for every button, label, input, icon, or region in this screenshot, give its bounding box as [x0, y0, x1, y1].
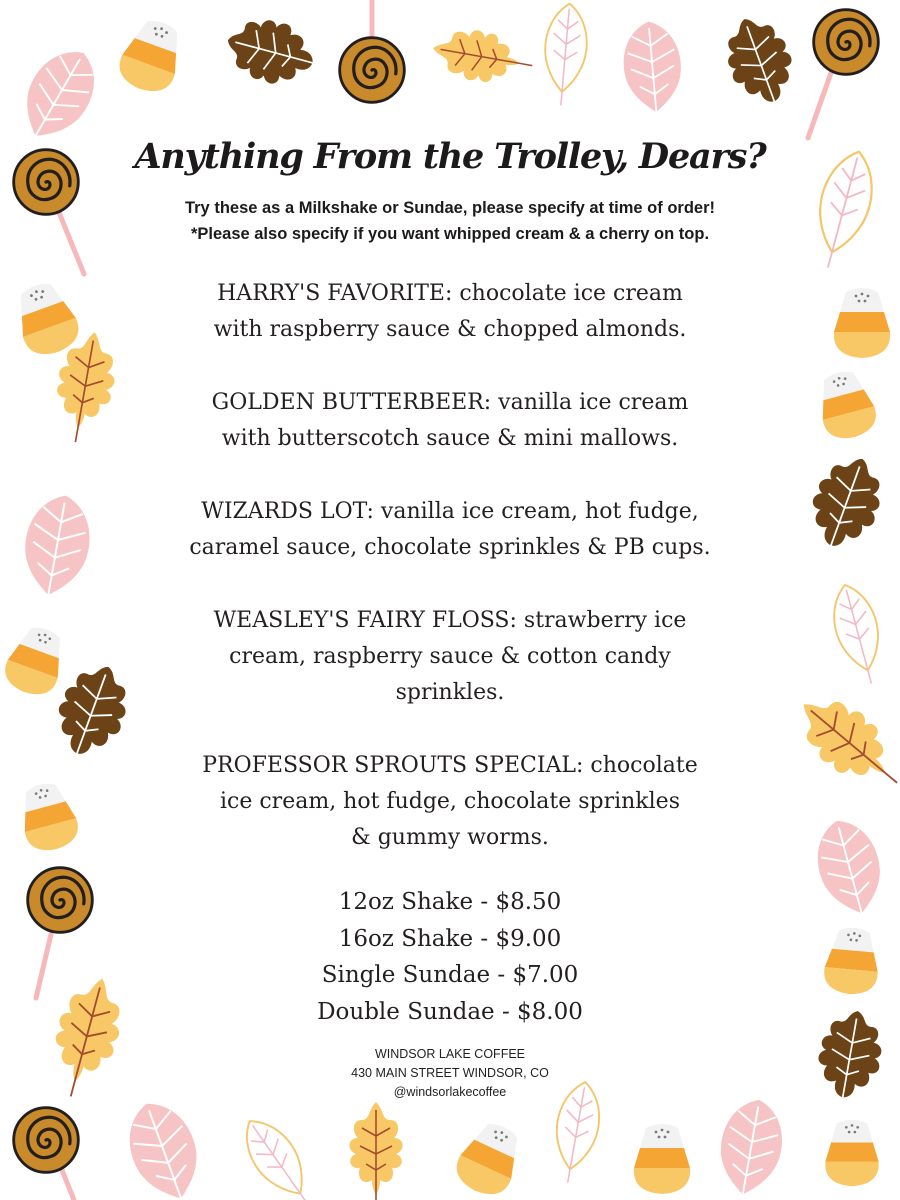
- menu-item-weasleys-fairy-floss: WEASLEY'S FAIRY FLOSS: strawberry ice cream, raspberry sauce & cotton candy sprinkles.: [213, 608, 687, 705]
- footer-business-name: WINDSOR LAKE COFFEE: [374, 1047, 526, 1061]
- menu-item-golden-butterbeer: GOLDEN BUTTERBEER: vanilla ice cream with butterscotch sauce & mini mallows.: [211, 390, 689, 451]
- price-single-sundae: Single Sundae - $7.00: [321, 962, 579, 988]
- menu-item-wizards-lot: WIZARDS LOT: vanilla ice cream, hot fudge, caramel sauce, chocolate sprinkles & PB cups.: [189, 499, 711, 560]
- menu-title: Anything From the Trolley, Dears?: [134, 136, 766, 177]
- price-12oz-shake: 12oz Shake - $8.50: [338, 889, 562, 915]
- menu-subtitle: [0, 195, 900, 247]
- footer-address: 430 MAIN STREET WINDSOR, CO: [351, 1066, 549, 1080]
- footer-social-handle: @windsorlakecoffee: [393, 1085, 507, 1099]
- menu-items: [120, 276, 780, 856]
- subtitle-line-1: Try these as a Milkshake or Sundae, please specify at time of order!: [184, 199, 716, 217]
- subtitle-line-2: *Please also specify if you want whipped cream & a cherry on top.: [190, 225, 710, 243]
- price-16oz-shake: 16oz Shake - $9.00: [338, 925, 562, 952]
- menu-item-harrys-favorite: HARRY'S FAVORITE: chocolate ice cream with raspberry sauce & chopped almonds.: [213, 281, 687, 342]
- footer: [0, 1045, 900, 1102]
- menu-item-professor-sprouts-special: PROFESSOR SPROUTS SPECIAL: chocolate ice cream, hot fudge, chocolate sprinkles & gummy worms.: [202, 753, 698, 850]
- price-double-sundae: Double Sundae - $8.00: [317, 998, 583, 1025]
- price-list: [0, 884, 900, 1030]
